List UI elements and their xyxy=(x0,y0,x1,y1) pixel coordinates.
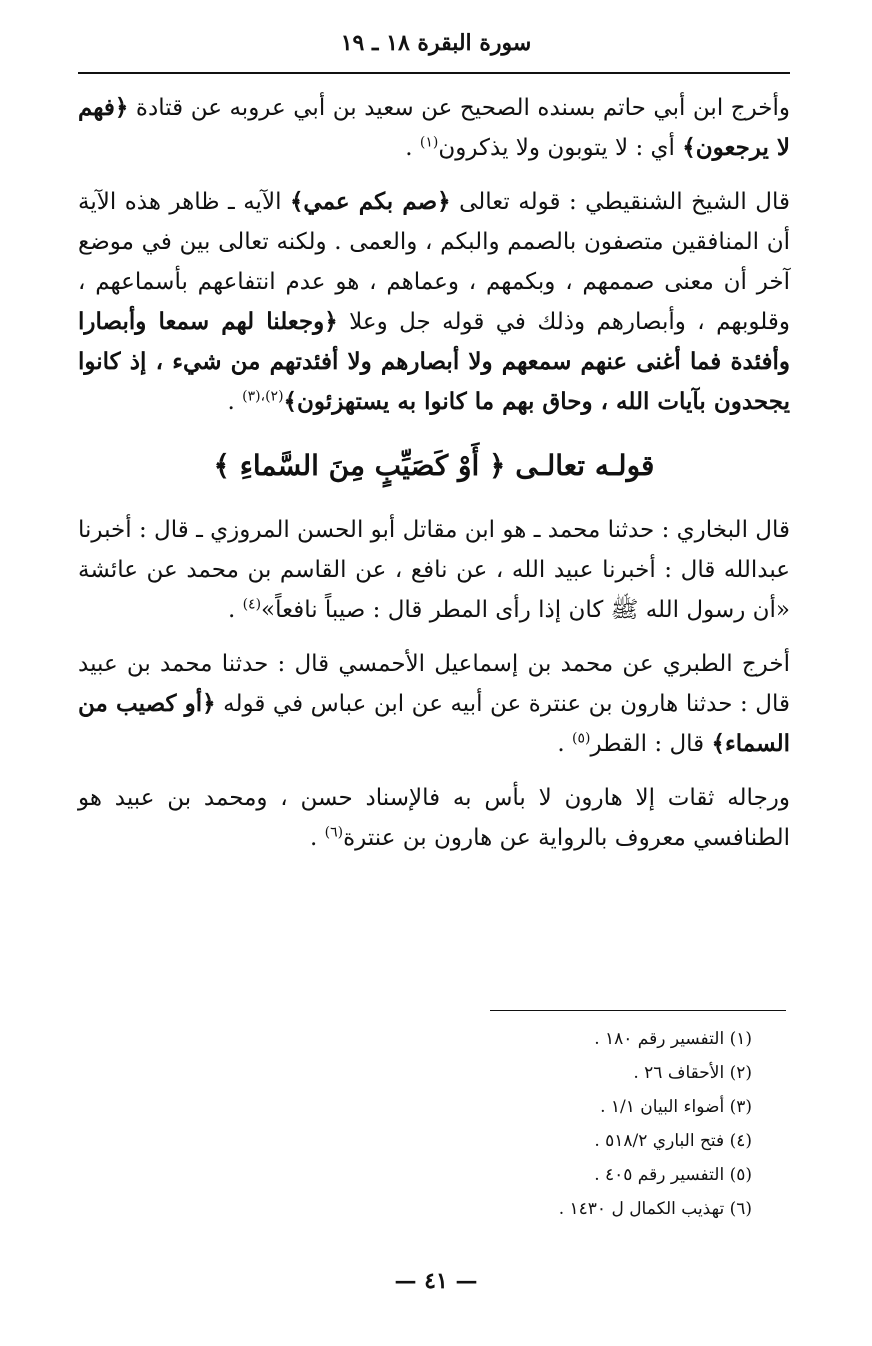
footnote-divider xyxy=(490,1010,786,1011)
quran-quote: ﴿صم بكم عمي﴾ xyxy=(289,188,451,215)
text-run: قال البخاري : حدثنا محمد ـ هو ابن مقاتل أبو الحسن المروزي ـ قال : أخبرنا عبدالله قال : أخبرنا عبيد الله ، عن نافع ، عن القاسم بن محمد عن عائشة «أن رسول الله ﷺ كان إذا رأى المطر قال : صيباً نافعاً» xyxy=(78,517,790,623)
footnote-ref: (٤) xyxy=(242,596,262,613)
text-run: أي : لا يتوبون ولا يذكرون xyxy=(438,135,683,161)
text-run: . xyxy=(227,389,243,415)
text-run: الآيه ـ ظاهر هذه الآية أن المنافقين متصفون بالصمم والبكم ، والعمى . ولكنه تعالى بين في موضع آخر أن معنى صممهم ، وبكمهم ، وعماهم ، هو عدم انتفاعهم بأسماعهم ، وقلوبهم ، وأبصارهم وذلك في قوله جل وعلا xyxy=(78,189,791,335)
footnote: (٦) تهذيب الكمال ل ١٤٣٠ . xyxy=(558,1199,752,1219)
text-run: قال : القطر xyxy=(590,731,712,757)
text-run: . xyxy=(405,135,420,161)
footnote-ref: (٥) xyxy=(572,730,591,747)
text-run: . xyxy=(310,825,325,851)
running-header: سورة البقرة ١٨ ـ ١٩ xyxy=(340,30,532,56)
quran-quote: ﴿أو كصيب من السماء﴾ xyxy=(78,690,790,757)
text-run: وأخرج ابن أبي حاتم بسنده الصحيح عن سعيد بن أبي عروبه عن قتادة xyxy=(128,95,790,121)
text-run: قال الشيخ الشنقيطي : قوله تعالى xyxy=(450,189,790,215)
text-run: . xyxy=(557,731,573,757)
paragraph-bukhari xyxy=(78,510,790,630)
paragraph-shanqiti xyxy=(78,182,790,422)
paragraph-tabari xyxy=(78,644,790,764)
footnote-ref: (١) xyxy=(419,134,439,151)
text-run: . xyxy=(227,597,243,623)
quran-quote: ﴿وجعلنا لهم سمعا وأبصارا وأفئدة فما أغنى عنهم سمعهم ولا أبصارهم ولا أفئدتهم من شيء ، إذ كانوا يجحدون بآيات الله ، وحاق بهم ما كانوا به يستهزئون﴾ xyxy=(78,308,790,415)
paragraph-isnad xyxy=(78,778,790,858)
paragraph-qatada xyxy=(78,88,790,168)
quran-quote: ﴿فهم لا يرجعون﴾ xyxy=(78,94,790,161)
footnotes xyxy=(352,1022,752,1226)
footnote-ref: (٦) xyxy=(324,824,344,841)
page-number: — ٤١ — xyxy=(394,1268,478,1294)
footnote: (٥) التفسير رقم ٤٠٥ . xyxy=(594,1165,752,1185)
text-run: أخرج الطبري عن محمد بن إسماعيل الأحمسي قال : حدثنا محمد بن عبيد قال : حدثنا هارون بن عنترة عن أبيه عن ابن عباس في قوله xyxy=(78,651,790,717)
footnote: (١) التفسير رقم ١٨٠ . xyxy=(594,1029,752,1049)
text-run: ورجاله ثقات إلا هارون لا بأس به فالإسناد حسن ، ومحمد بن عبيد هو الطنافسي معروف بالرواية عن هارون بن عنترة xyxy=(78,785,790,851)
main-text xyxy=(78,88,790,872)
footnote: (٤) فتح الباري ٥١٨/٢ . xyxy=(594,1131,752,1151)
footnote-ref: (٢)،(٣) xyxy=(242,388,284,405)
section-heading: قولـه تعالـى ﴿ أَوْ كَصَيِّبٍ مِنَ السَّماءِ ﴾ xyxy=(213,449,655,482)
footnote: (٣) أضواء البيان ١/١ . xyxy=(600,1097,752,1117)
footnote: (٢) الأحقاف ٢٦ . xyxy=(633,1063,752,1083)
header-divider xyxy=(78,72,790,74)
